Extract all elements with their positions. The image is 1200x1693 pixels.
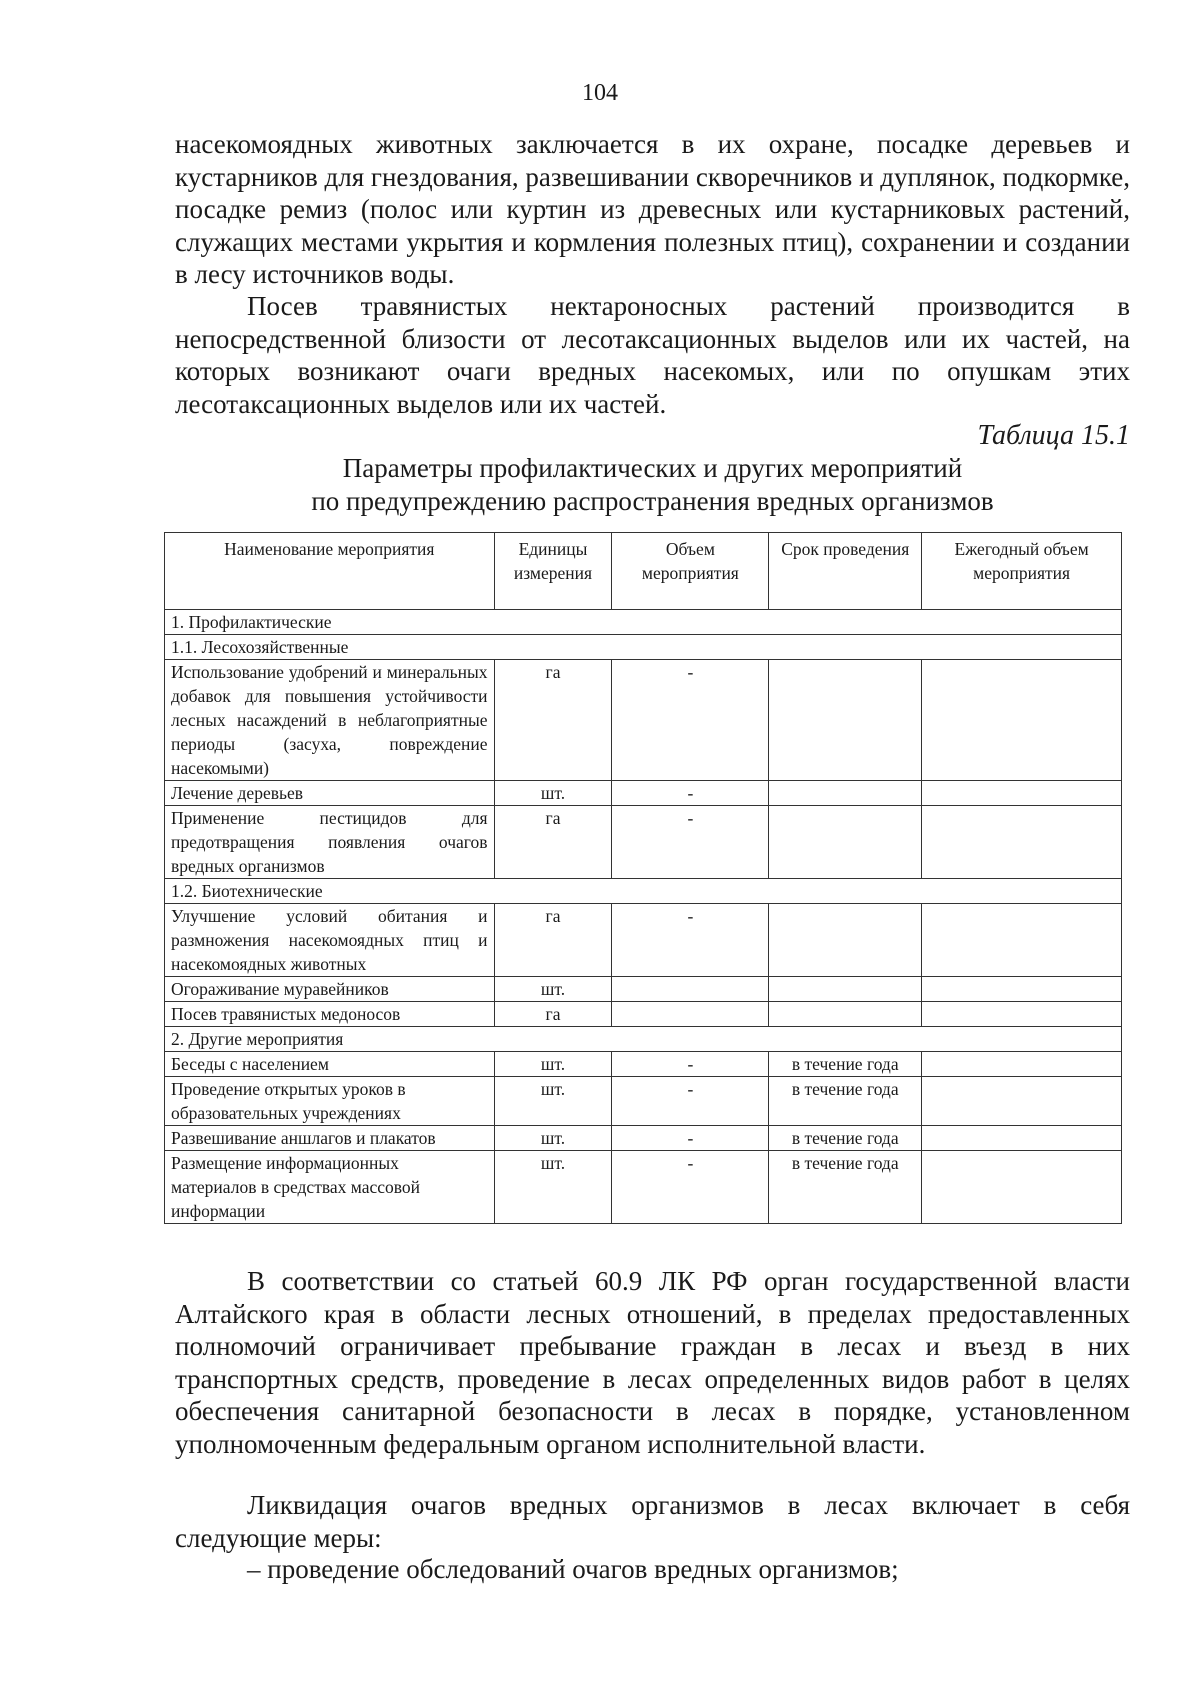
cell-volume: - (612, 781, 769, 806)
cell-annual (922, 1151, 1122, 1224)
table-title (175, 452, 1130, 518)
cell-unit: шт. (494, 1151, 612, 1224)
table-header-row (165, 533, 1122, 610)
paragraph-sowing: Посев травянистых нектароносных растений производится в непосредственной близости от лесотаксационных выделов или их частей, на которых возникают очаги вредных насекомых, или по опушкам этих лесотаксационных выделов или их частей. (175, 291, 1130, 419)
header-term: Срок проведения (769, 533, 922, 610)
cell-unit: шт. (494, 1052, 612, 1077)
table-label: Таблица 15.1 (977, 420, 1130, 451)
cell-name: Лечение деревьев (165, 781, 495, 806)
table-row (165, 904, 1122, 977)
section-row (165, 635, 1122, 660)
cell-name: Развешивание аншлагов и плакатов (165, 1126, 495, 1151)
table-row (165, 660, 1122, 781)
section-preventive: 1. Профилактические (165, 610, 1122, 635)
cell-unit: шт. (494, 1077, 612, 1126)
cell-annual (922, 1126, 1122, 1151)
cell-unit: га (494, 660, 612, 781)
cell-term: в течение года (769, 1077, 922, 1126)
cell-term (769, 977, 922, 1002)
header-volume: Объем мероприятия (612, 533, 769, 610)
section-other: 2. Другие мероприятия (165, 1027, 1122, 1052)
cell-unit: шт. (494, 1126, 612, 1151)
section-forestry: 1.1. Лесохозяйственные (165, 635, 1122, 660)
table-row (165, 781, 1122, 806)
cell-term: в течение года (769, 1126, 922, 1151)
section-row (165, 1027, 1122, 1052)
page-number: 104 (582, 80, 618, 106)
cell-name: Беседы с населением (165, 1052, 495, 1077)
cell-name: Улучшение условий обитания и размножения насекомоядных птиц и насекомоядных животных (165, 904, 495, 977)
cell-name: Проведение открытых уроков в образовательных учреждениях (165, 1077, 495, 1126)
cell-term (769, 1002, 922, 1027)
cell-annual (922, 977, 1122, 1002)
cell-volume: - (612, 1052, 769, 1077)
cell-name: Применение пестицидов для предотвращения появления очагов вредных организмов (165, 806, 495, 879)
table-row (165, 1077, 1122, 1126)
cell-term (769, 904, 922, 977)
header-annual: Ежегодный объем мероприятия (922, 533, 1122, 610)
cell-name: Огораживание муравейников (165, 977, 495, 1002)
cell-volume (612, 1002, 769, 1027)
cell-volume: - (612, 806, 769, 879)
cell-term (769, 806, 922, 879)
list-item-surveys: – проведение обследований очагов вредных организмов; (247, 1554, 899, 1584)
paragraph-law: В соответствии со статьей 60.9 ЛК РФ орган государственной власти Алтайского края в области лесных отношений, в пределах предоставленных полномочий ограничивает пребывание граждан в лесах и въезд в них транспортных средств, проведение в лесах определенных видов работ в целях обеспечения санитарной безопасности в лесах в порядке, установленном уполномоченным федеральным органом исполнительной власти. (175, 1266, 1130, 1459)
cell-term (769, 781, 922, 806)
header-name: Наименование мероприятия (165, 533, 495, 610)
section-row (165, 610, 1122, 635)
cell-annual (922, 806, 1122, 879)
cell-annual (922, 904, 1122, 977)
cell-name: Размещение информационных материалов в средствах массовой информации (165, 1151, 495, 1224)
cell-annual (922, 1052, 1122, 1077)
table-title-line-1: Параметры профилактических и других мероприятий (342, 453, 963, 483)
table-row (165, 977, 1122, 1002)
cell-unit: шт. (494, 781, 612, 806)
cell-annual (922, 781, 1122, 806)
table-row (165, 806, 1122, 879)
table-row (165, 1151, 1122, 1224)
cell-unit: шт. (494, 977, 612, 1002)
table-title-line-2: по предупреждению распространения вредных организмов (311, 486, 994, 516)
cell-volume: - (612, 1077, 769, 1126)
cell-volume (612, 977, 769, 1002)
cell-unit: га (494, 904, 612, 977)
cell-name: Посев травянистых медоносов (165, 1002, 495, 1027)
header-unit: Единицы измерения (494, 533, 612, 610)
paragraph-liquidation: Ликвидация очагов вредных организмов в лесах включает в себя следующие меры: (175, 1490, 1130, 1553)
cell-name: Использование удобрений и минеральных добавок для повышения устойчивости лесных насаждений в неблагоприятные периоды (засуха, повреждение насекомыми) (165, 660, 495, 781)
cell-volume: - (612, 1151, 769, 1224)
cell-unit: га (494, 806, 612, 879)
cell-annual (922, 1077, 1122, 1126)
measures-table (164, 532, 1122, 1224)
cell-annual (922, 1002, 1122, 1027)
section-row (165, 879, 1122, 904)
cell-volume: - (612, 660, 769, 781)
cell-annual (922, 660, 1122, 781)
cell-term: в течение года (769, 1151, 922, 1224)
cell-term: в течение года (769, 1052, 922, 1077)
cell-unit: га (494, 1002, 612, 1027)
table-row (165, 1002, 1122, 1027)
table-row (165, 1126, 1122, 1151)
table-row (165, 1052, 1122, 1077)
section-biotechnical: 1.2. Биотехнические (165, 879, 1122, 904)
cell-volume: - (612, 1126, 769, 1151)
paragraph-birds: насекомоядных животных заключается в их охране, посадке деревьев и кустарников для гнездования, развешивании скворечников и дуплянок, подкормке, посадке ремиз (полос или куртин из древесных или кустарниковых растений, служащих местами укрытия и кормления полезных птиц), сохранении и создании в лесу источников воды. (175, 129, 1130, 290)
cell-volume: - (612, 904, 769, 977)
cell-term (769, 660, 922, 781)
